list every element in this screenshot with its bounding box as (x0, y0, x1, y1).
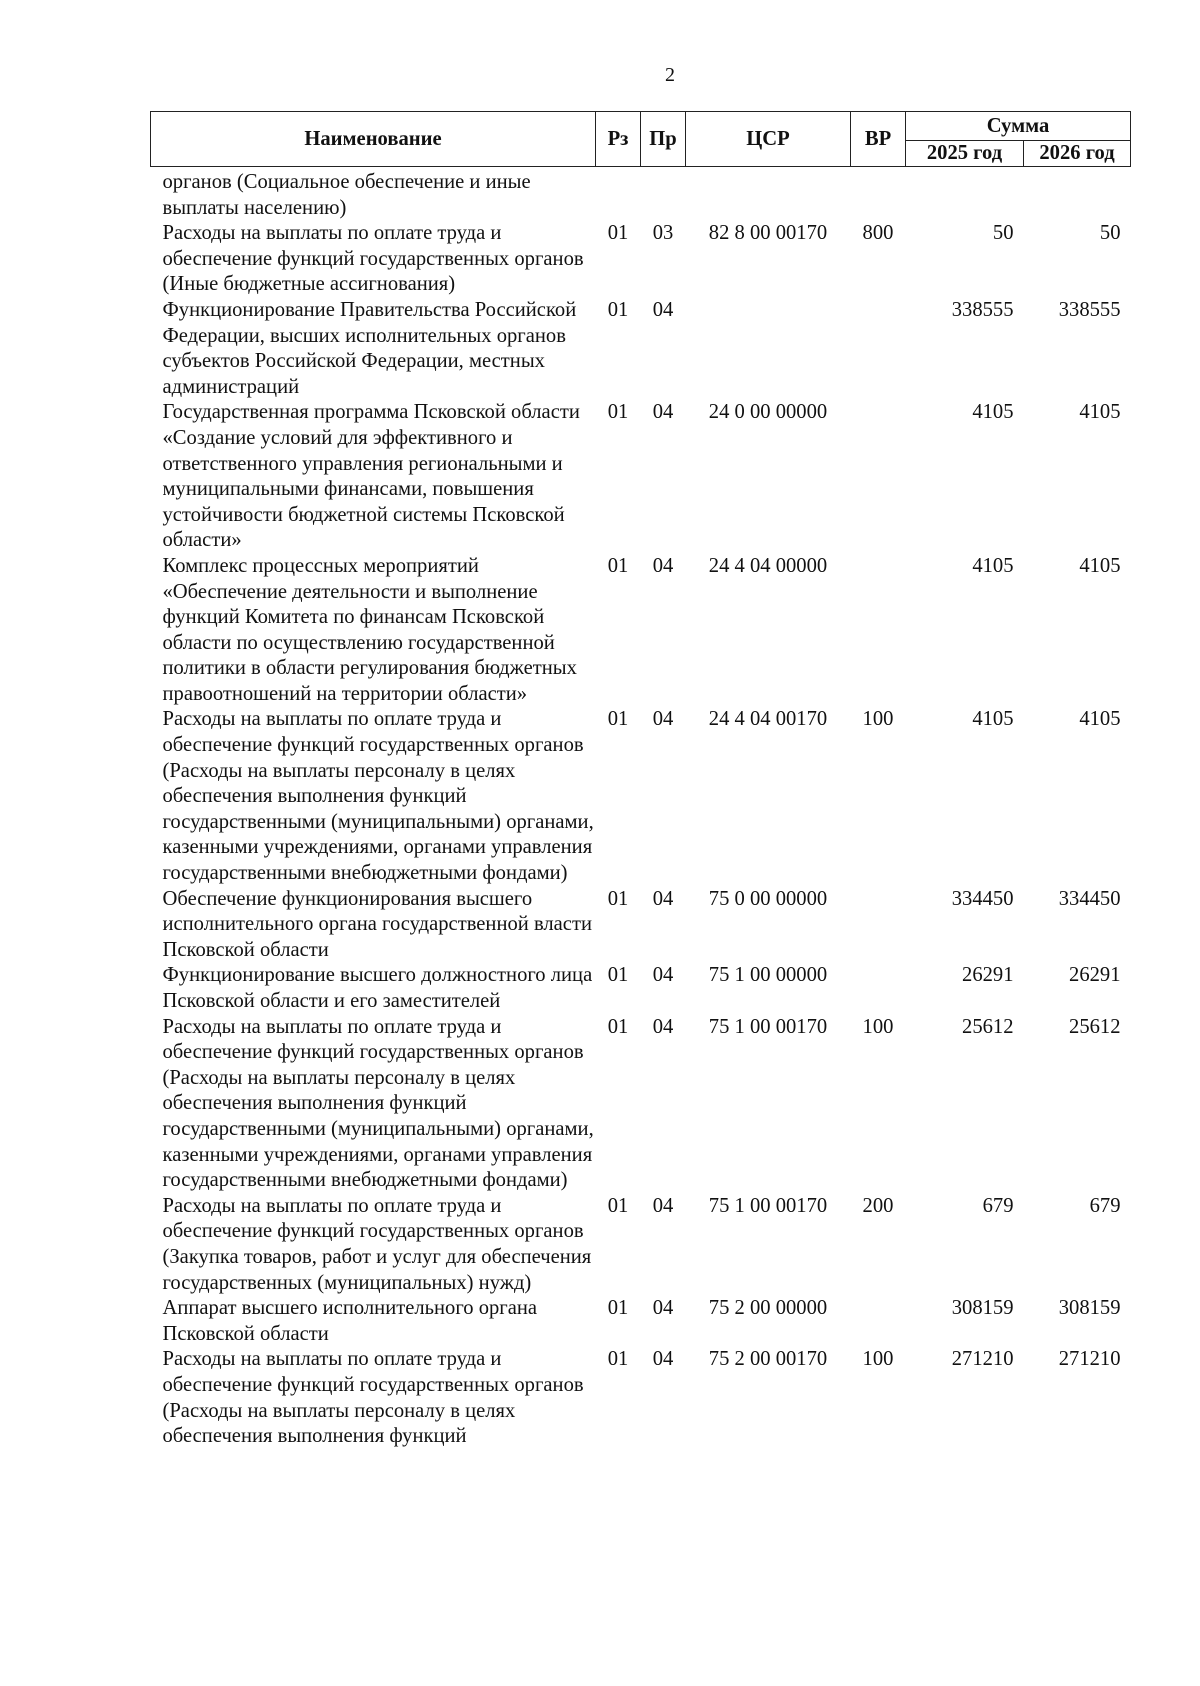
cell-name: Государственная программа Псковской области «Создание условий для эффективного и ответственного управления региональными и муниципальными финансами, повышения устойчивости бюджетной системы Псковской области» (162, 401, 580, 552)
cell-csr: 75 2 00 00000 (708, 1297, 828, 1320)
cell-2026: 271210 (1058, 1348, 1121, 1371)
cell-name: Комплекс процессных мероприятий «Обеспечение деятельности и выполнение функций Комитета по финансам Псковской области по осуществлению государственной политики в области регулирования бюджетных правоотношений на территории области» (162, 554, 577, 705)
cell-pr (641, 167, 686, 222)
cell-2026: 338555 (1058, 298, 1121, 321)
cell-2025: 271210 (951, 1348, 1014, 1371)
header-vr: ВР (851, 112, 906, 167)
cell-vr (851, 298, 906, 400)
cell-vr: 200 (862, 1194, 894, 1217)
cell-2026: 4105 (1079, 401, 1121, 424)
cell-csr: 75 0 00 00000 (708, 887, 828, 910)
table-row (151, 554, 1131, 708)
table-row (151, 167, 1131, 222)
table-body (151, 167, 1131, 1450)
header-sum: Сумма (906, 112, 1131, 141)
cell-rz: 01 (607, 708, 629, 731)
cell-2025: 4105 (972, 554, 1014, 577)
header-year-2025: 2025 год (906, 141, 1024, 167)
cell-vr: 800 (862, 222, 894, 245)
cell-2025: 338555 (951, 298, 1014, 321)
cell-rz: 01 (607, 222, 629, 245)
cell-name: Расходы на выплаты по оплате труда и обеспечение функций государственных органов (Иные бюджетные ассигнования) (162, 222, 584, 296)
table-row (151, 1296, 1131, 1347)
header-year-2026: 2026 год (1024, 141, 1131, 167)
table-row (151, 400, 1131, 554)
cell-2026: 26291 (1069, 964, 1121, 987)
cell-csr: 24 0 00 00000 (708, 401, 828, 424)
cell-pr: 04 (652, 964, 674, 987)
table-row (151, 1015, 1131, 1194)
cell-rz: 01 (607, 1297, 629, 1320)
table-row (151, 1194, 1131, 1296)
cell-pr: 04 (652, 1297, 674, 1320)
cell-pr: 04 (652, 1015, 674, 1038)
cell-csr: 75 1 00 00000 (708, 964, 828, 987)
cell-2026: 4105 (1079, 554, 1121, 577)
cell-rz: 01 (607, 1015, 629, 1038)
cell-2025: 26291 (962, 964, 1014, 987)
cell-rz: 01 (607, 554, 629, 577)
cell-rz: 01 (607, 887, 629, 910)
cell-pr: 04 (652, 1194, 674, 1217)
cell-rz: 01 (607, 401, 629, 424)
cell-csr: 24 4 04 00000 (708, 554, 828, 577)
cell-name: Расходы на выплаты по оплате труда и обеспечение функций государственных органов (Расходы на выплаты персоналу в целях обеспечения выполнения функций государственными (муниципальными) органами, казенными учреждениями, органами управления государственными внебюджетными фондами) (162, 708, 594, 885)
cell-rz (596, 167, 641, 222)
table-row (151, 707, 1131, 886)
budget-table (150, 111, 1131, 1450)
cell-name: Расходы на выплаты по оплате труда и обеспечение функций государственных органов (Расходы на выплаты персоналу в целях обеспечения выполнения функций государственными (муниципальными) органами, казенными учреждениями, органами управления государственными внебюджетными фондами) (162, 1015, 594, 1192)
cell-vr (851, 1296, 906, 1347)
cell-2026: 334450 (1058, 887, 1121, 910)
cell-2025: 679 (982, 1194, 1014, 1217)
cell-name: Расходы на выплаты по оплате труда и обеспечение функций государственных органов (Закупка товаров, работ и услуг для обеспечения государственных (муниципальных) нужд) (162, 1194, 592, 1294)
cell-pr: 04 (652, 401, 674, 424)
header-csr: ЦСР (686, 112, 851, 167)
cell-rz: 01 (607, 298, 629, 321)
cell-2026 (1024, 167, 1131, 222)
table-row (151, 1347, 1131, 1449)
table-header (151, 112, 1131, 167)
cell-name: Аппарат высшего исполнительного органа Псковской области (162, 1297, 538, 1345)
cell-2025: 334450 (951, 887, 1014, 910)
cell-csr (686, 298, 851, 400)
cell-name: Расходы на выплаты по оплате труда и обеспечение функций государственных органов (Расходы на выплаты персоналу в целях обеспечения выполнения функций (162, 1348, 584, 1448)
header-name: Наименование (151, 112, 596, 167)
cell-2026: 4105 (1079, 708, 1121, 731)
header-pr: Пр (641, 112, 686, 167)
cell-2026: 679 (1089, 1194, 1121, 1217)
cell-rz: 01 (607, 1348, 629, 1371)
cell-2026: 25612 (1069, 1015, 1121, 1038)
cell-pr: 03 (652, 222, 674, 245)
cell-name: органов (Социальное обеспечение и иные выплаты населению) (162, 171, 531, 219)
cell-csr: 75 1 00 00170 (708, 1015, 828, 1038)
cell-2025: 50 (992, 222, 1014, 245)
cell-2025: 4105 (972, 401, 1014, 424)
cell-vr (851, 887, 906, 964)
table-row (151, 298, 1131, 400)
table-row (151, 221, 1131, 298)
cell-pr: 04 (652, 554, 674, 577)
cell-vr (851, 554, 906, 708)
cell-vr (851, 400, 906, 554)
cell-vr: 100 (862, 1348, 894, 1371)
cell-pr: 04 (652, 708, 674, 731)
cell-csr: 75 1 00 00170 (708, 1194, 828, 1217)
cell-name: Обеспечение функционирования высшего исполнительного органа государственной власти Псковской области (162, 887, 592, 961)
cell-pr: 04 (652, 298, 674, 321)
cell-csr: 75 2 00 00170 (708, 1348, 828, 1371)
cell-2025: 25612 (962, 1015, 1014, 1038)
header-rz: Рз (596, 112, 641, 167)
cell-2025: 4105 (972, 708, 1014, 731)
cell-csr (686, 167, 851, 222)
cell-csr: 24 4 04 00170 (708, 708, 828, 731)
cell-name: Функционирование Правительства Российской Федерации, высших исполнительных органов субъектов Российской Федерации, местных администраций (162, 298, 577, 398)
cell-pr: 04 (652, 887, 674, 910)
cell-vr (851, 963, 906, 1014)
cell-rz: 01 (607, 964, 629, 987)
table-row (151, 887, 1131, 964)
cell-vr: 100 (862, 1015, 894, 1038)
cell-2025: 308159 (951, 1297, 1014, 1320)
cell-name: Функционирование высшего должностного лица Псковской области и его заместителей (162, 964, 593, 1012)
page-number: 2 (665, 64, 675, 86)
cell-2026: 50 (1099, 222, 1121, 245)
table-row (151, 963, 1131, 1014)
cell-pr: 04 (652, 1348, 674, 1371)
cell-2026: 308159 (1058, 1297, 1121, 1320)
cell-2025 (906, 167, 1024, 222)
cell-vr (851, 167, 906, 222)
cell-rz: 01 (607, 1194, 629, 1217)
cell-csr: 82 8 00 00170 (708, 222, 828, 245)
cell-vr: 100 (862, 708, 894, 731)
